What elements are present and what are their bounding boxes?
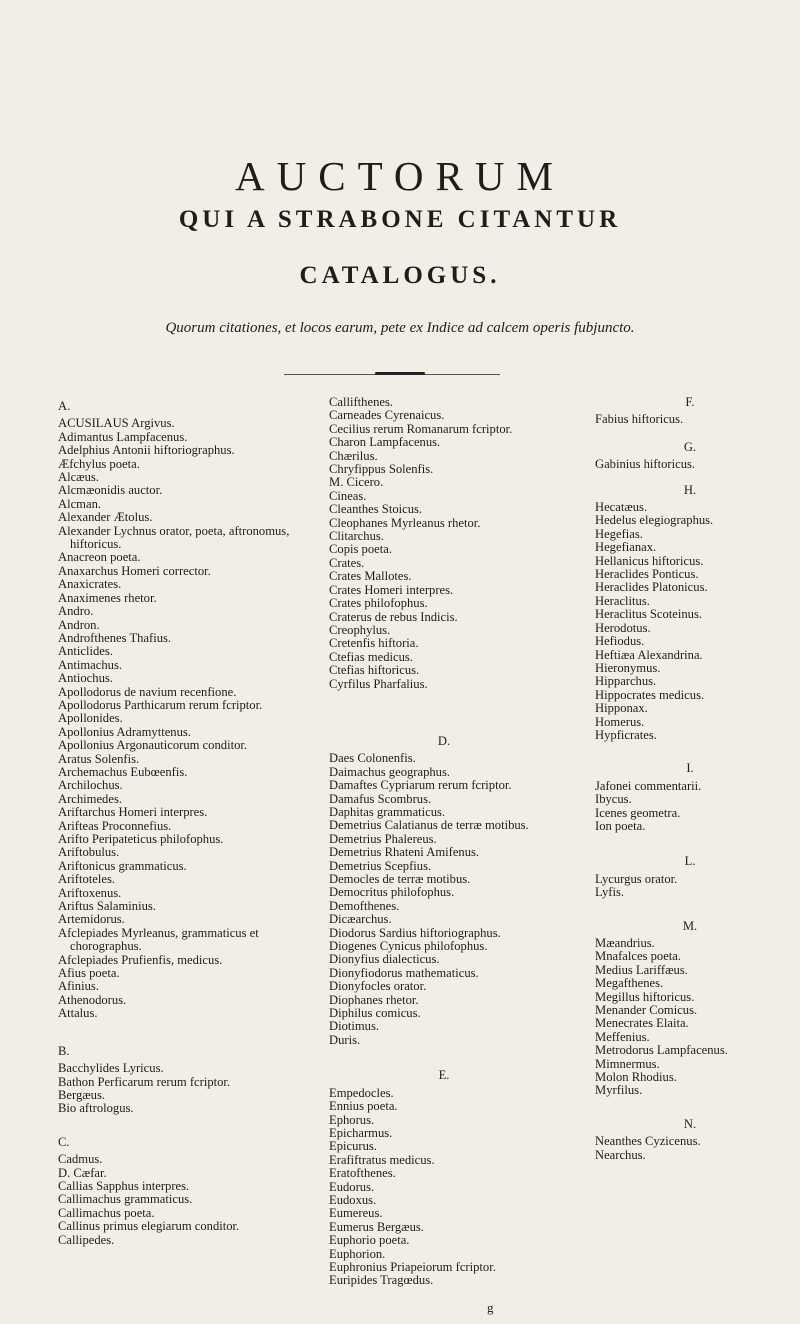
author-entry: Afclepiades Myrleanus, grammaticus et chorographus. (58, 925, 259, 954)
author-entry: Icenes geometra. (595, 805, 681, 820)
author-entry: Apollonides. (58, 711, 123, 726)
author-entry: Apollonius Adramyttenus. (58, 724, 191, 739)
section-letter: N. (683, 1116, 697, 1131)
index-note: Quorum citationes, et locos earum, pete ex Indice ad calcem operis fubjuncto. (165, 320, 635, 336)
index-section (329, 1069, 559, 1288)
author-entry: Athenodorus. (58, 992, 127, 1007)
author-entry: Democritus philofophus. (329, 885, 455, 900)
author-entry: Anticlides. (58, 644, 113, 659)
author-entry: Crates Mallotes. (329, 569, 412, 584)
section-letter: G. (683, 439, 697, 454)
section-letter: C. (58, 1134, 70, 1149)
author-entry: Demetrius Rhateni Amifenus. (329, 845, 480, 860)
author-entry: Bathon Perficarum rerum fcriptor. (58, 1074, 231, 1089)
author-entry: Ariftonicus grammaticus. (58, 858, 187, 873)
author-entry: Callifthenes. (329, 395, 394, 409)
author-entry: Hegefianax. (595, 540, 657, 555)
section-letter: L. (684, 854, 696, 869)
author-entry: Ariftarchus Homeri interpres. (58, 805, 208, 820)
author-entry: Androfthenes Thafius. (58, 630, 172, 645)
author-entry: Euphorio poeta. (329, 1233, 410, 1248)
author-entry: Chærilus. (329, 448, 378, 463)
index-section (595, 396, 785, 427)
author-entry: Copis poeta. (329, 542, 392, 557)
author-entry: Alexander Ætolus. (58, 510, 153, 525)
column-1 (58, 400, 290, 1247)
index-section (595, 1118, 785, 1162)
author-entry: Ennius poeta. (329, 1099, 398, 1114)
author-entry: Damafus Scombrus. (329, 791, 432, 806)
author-entry: Cineas. (329, 488, 367, 503)
author-entry: Antimachus. (58, 657, 123, 672)
author-entry: Cleanthes Stoicus. (329, 502, 423, 517)
catalog-heading: CATALOGUS. (299, 262, 501, 289)
author-entry: Archimedes. (58, 791, 122, 806)
author-entry: Creophylus. (329, 622, 391, 637)
author-entry: Hieronymus. (595, 660, 661, 675)
author-entry: Apollodorus Parthicarum rerum fcriptor. (58, 697, 263, 712)
author-entry: Eudoxus. (329, 1192, 377, 1207)
author-entry: Diodorus Sardius hiftoriographus. (329, 925, 501, 940)
author-entry: Ibycus. (595, 792, 632, 807)
author-entry: Cecilius rerum Romanarum fcriptor. (329, 421, 513, 436)
author-entry: Ion poeta. (595, 818, 646, 833)
author-entry: Meffenius. (595, 1029, 650, 1044)
author-entry: Eratofthenes. (329, 1166, 396, 1181)
author-entry: Dicæarchus. (329, 912, 392, 927)
author-entry: Gabinius hiftoricus. (595, 457, 696, 472)
author-entry: Chryfippus Solenfis. (329, 462, 434, 477)
index-section (58, 400, 290, 1021)
author-entry: Adimantus Lampfacenus. (58, 429, 188, 444)
author-entry: Menecrates Elaita. (595, 1016, 689, 1031)
author-entry: Antiochus. (58, 671, 113, 686)
author-entry: Metrodorus Lampfacenus. (595, 1043, 728, 1058)
author-entry: Hypficrates. (595, 727, 657, 742)
column-2 (329, 396, 559, 1288)
author-entry: Callimachus grammaticus. (58, 1192, 193, 1207)
author-entry: Afinius. (58, 979, 99, 994)
author-entry: Epicharmus. (329, 1125, 393, 1140)
author-entry: Arifteas Proconnefius. (58, 818, 172, 833)
index-section (329, 396, 559, 691)
author-entry: Cretenfis hiftoria. (329, 636, 419, 651)
author-entry: Bacchylides Lyricus. (58, 1061, 164, 1076)
section-letter: I. (686, 761, 694, 776)
author-entry: Apollonius Argonauticorum conditor. (58, 738, 248, 753)
author-entry: Hipparchus. (595, 674, 657, 689)
index-section (595, 920, 785, 1098)
author-entry: Heftiæa Alexandrina. (595, 647, 703, 662)
author-entry: Demofthenes. (329, 898, 400, 913)
author-entry: Anaximenes rhetor. (58, 590, 157, 605)
column-3 (595, 396, 785, 1162)
author-entry: Ariftoxenus. (58, 885, 122, 900)
author-entry: Demetrius Calatianus de terræ motibus. (329, 818, 529, 833)
author-entry: Alcæus. (58, 470, 99, 485)
author-entry: Cleophanes Myrleanus rhetor. (329, 515, 481, 530)
author-entry: Myrfilus. (595, 1083, 643, 1098)
page-subtitle: QUI A STRABONE CITANTUR (178, 206, 622, 233)
author-entry: Heraclitus. (595, 593, 650, 608)
author-entry: Dionyfius dialecticus. (329, 952, 440, 967)
author-entry: Empedocles. (329, 1085, 394, 1100)
author-entry: Duris. (329, 1032, 361, 1047)
author-entry: Mimnermus. (595, 1056, 660, 1071)
author-entry: Callimachus poeta. (58, 1205, 155, 1220)
author-entry: Afclepiades Prufienfis, medicus. (58, 952, 223, 967)
author-entry: Craterus de rebus Indicis. (329, 609, 458, 624)
author-entry: Eumerus Bergæus. (329, 1219, 424, 1234)
author-entry: Alexander Lychnus orator, poeta, aftronomus, hiftoricus. (58, 523, 290, 552)
author-entry: Crates philofophus. (329, 596, 428, 611)
signature-mark: g (487, 1300, 494, 1315)
section-letter: B. (58, 1043, 70, 1058)
author-entry: Demetrius Phalereus. (329, 831, 437, 846)
index-section (58, 1136, 290, 1247)
author-entry: Ariftoteles. (58, 872, 116, 887)
author-entry: Anacreon poeta. (58, 550, 141, 565)
index-section (595, 855, 785, 899)
author-entry: Artemidorus. (58, 912, 125, 927)
author-entry: Lyfis. (595, 885, 625, 900)
author-entry: Æfchylus poeta. (58, 456, 140, 471)
author-entry: Menander Comicus. (595, 1003, 698, 1018)
author-entry: Afius poeta. (58, 966, 120, 981)
author-entry: Hedelus elegiographus. (595, 513, 714, 528)
author-entry: Callipedes. (58, 1232, 115, 1247)
author-entry: Daimachus geographus. (329, 764, 451, 779)
author-entry: Lycurgus orator. (595, 871, 678, 886)
author-entry: Charon Lampfacenus. (329, 435, 441, 450)
author-entry: Andron. (58, 617, 100, 632)
author-entry: ACUSILAUS Argivus. (58, 416, 175, 431)
author-entry: Clitarchus. (329, 529, 384, 544)
author-entry: Ctefias medicus. (329, 649, 413, 664)
author-entry: Mæandrius. (595, 936, 655, 950)
author-entry: Herodotus. (595, 620, 651, 635)
author-entry: Archilochus. (58, 778, 123, 793)
author-entry: Callias Sapphus interpres. (58, 1178, 190, 1193)
page-title: AUCTORUM (235, 153, 565, 199)
author-entry: Molon Rhodius. (595, 1070, 677, 1085)
author-entry: Democles de terræ motibus. (329, 872, 471, 886)
author-entry: Heraclides Ponticus. (595, 567, 699, 582)
author-entry: Bio aftrologus. (58, 1101, 134, 1116)
author-entry: Cadmus. (58, 1152, 103, 1167)
author-entry: Hecatæus. (595, 500, 648, 515)
author-entry: Diogenes Cynicus philofophus. (329, 939, 488, 954)
author-entry: Euphorion. (329, 1246, 386, 1261)
index-section (595, 441, 785, 472)
author-entry: Fabius hiftoricus. (595, 412, 684, 427)
index-section (58, 1045, 290, 1116)
author-entry: D. Cæfar. (58, 1165, 107, 1180)
author-entry: Adelphius Antonii hiftoriographus. (58, 443, 235, 458)
author-entry: Hipponax. (595, 701, 648, 716)
author-entry: Alcmæonidis auctor. (58, 483, 163, 498)
index-section (595, 762, 785, 833)
author-entry: Euripides Tragœdus. (329, 1273, 434, 1288)
index-section (595, 484, 785, 743)
author-entry: Cyrfilus Pharfalius. (329, 676, 428, 691)
author-entry: Daes Colonenfis. (329, 751, 416, 766)
section-letter: F. (685, 395, 695, 409)
author-entry: Heraclitus Scoteinus. (595, 607, 703, 622)
author-entry: M. Cicero. (329, 475, 384, 490)
author-entry: Bergæus. (58, 1087, 105, 1102)
author-entry: Archemachus Eubœenfis. (58, 764, 188, 779)
author-entry: Aratus Solenfis. (58, 751, 140, 766)
author-entry: Hegefias. (595, 526, 643, 541)
author-entry: Dionyfocles orator. (329, 979, 427, 994)
author-entry: Apollodorus de navium recenfione. (58, 684, 237, 699)
author-entry: Eumereus. (329, 1206, 383, 1221)
section-letter: H. (683, 482, 697, 497)
author-entry: Mnafalces poeta. (595, 949, 682, 964)
author-entry: Alcman. (58, 496, 102, 511)
author-entry: Neanthes Cyzicenus. (595, 1134, 701, 1149)
author-entry: Demetrius Scepfius. (329, 858, 432, 873)
author-entry: Nearchus. (595, 1147, 646, 1162)
author-entry: Euphronius Priapeiorum fcriptor. (329, 1259, 496, 1274)
author-entry: Anaxarchus Homeri corrector. (58, 563, 211, 578)
section-letter: D. (437, 733, 451, 748)
author-entry: Epicurus. (329, 1139, 377, 1154)
author-entry: Diphilus comicus. (329, 1006, 421, 1021)
index-section (329, 735, 559, 1047)
author-entry: Eudorus. (329, 1179, 375, 1194)
author-entry: Daphitas grammaticus. (329, 804, 446, 819)
section-letter: M. (682, 918, 698, 933)
author-entry: Diotimus. (329, 1019, 380, 1034)
author-entry: Ephorus. (329, 1112, 375, 1127)
author-entry: Hippocrates medicus. (595, 687, 705, 702)
author-entry: Callinus primus elegiarum conditor. (58, 1219, 240, 1234)
author-entry: Megillus hiftoricus. (595, 989, 695, 1004)
author-entry: Andro. (58, 604, 94, 619)
ornamental-rule-center (375, 372, 425, 375)
author-entry: Crates Homeri interpres. (329, 582, 454, 597)
author-entry: Diophanes rhetor. (329, 992, 419, 1007)
section-letter: E. (438, 1068, 450, 1083)
author-entry: Hefiodus. (595, 634, 645, 649)
author-entry: Attalus. (58, 1006, 98, 1021)
section-letter: A. (58, 399, 71, 413)
author-entry: Homerus. (595, 714, 645, 729)
author-entry: Carneades Cyrenaicus. (329, 408, 445, 423)
author-entry: Damaftes Cypriarum rerum fcriptor. (329, 778, 512, 793)
author-entry: Crates. (329, 555, 365, 570)
author-entry: Heraclides Platonicus. (595, 580, 708, 595)
author-entry: Megafthenes. (595, 976, 664, 991)
author-entry: Medius Lariffæus. (595, 962, 688, 977)
author-entry: Ctefias hiftoricus. (329, 663, 420, 678)
author-entry: Erafiftratus medicus. (329, 1152, 435, 1167)
author-entry: Dionyfiodorus mathematicus. (329, 965, 479, 980)
author-entry: Ariftus Salaminius. (58, 899, 156, 914)
author-entry: Hellanicus hiftoricus. (595, 553, 704, 568)
author-entry: Arifto Peripateticus philofophus. (58, 832, 224, 846)
author-entry: Jafonei commentarii. (595, 778, 702, 793)
author-entry: Ariftobulus. (58, 845, 120, 860)
author-entry: Anaxicrates. (58, 577, 122, 592)
